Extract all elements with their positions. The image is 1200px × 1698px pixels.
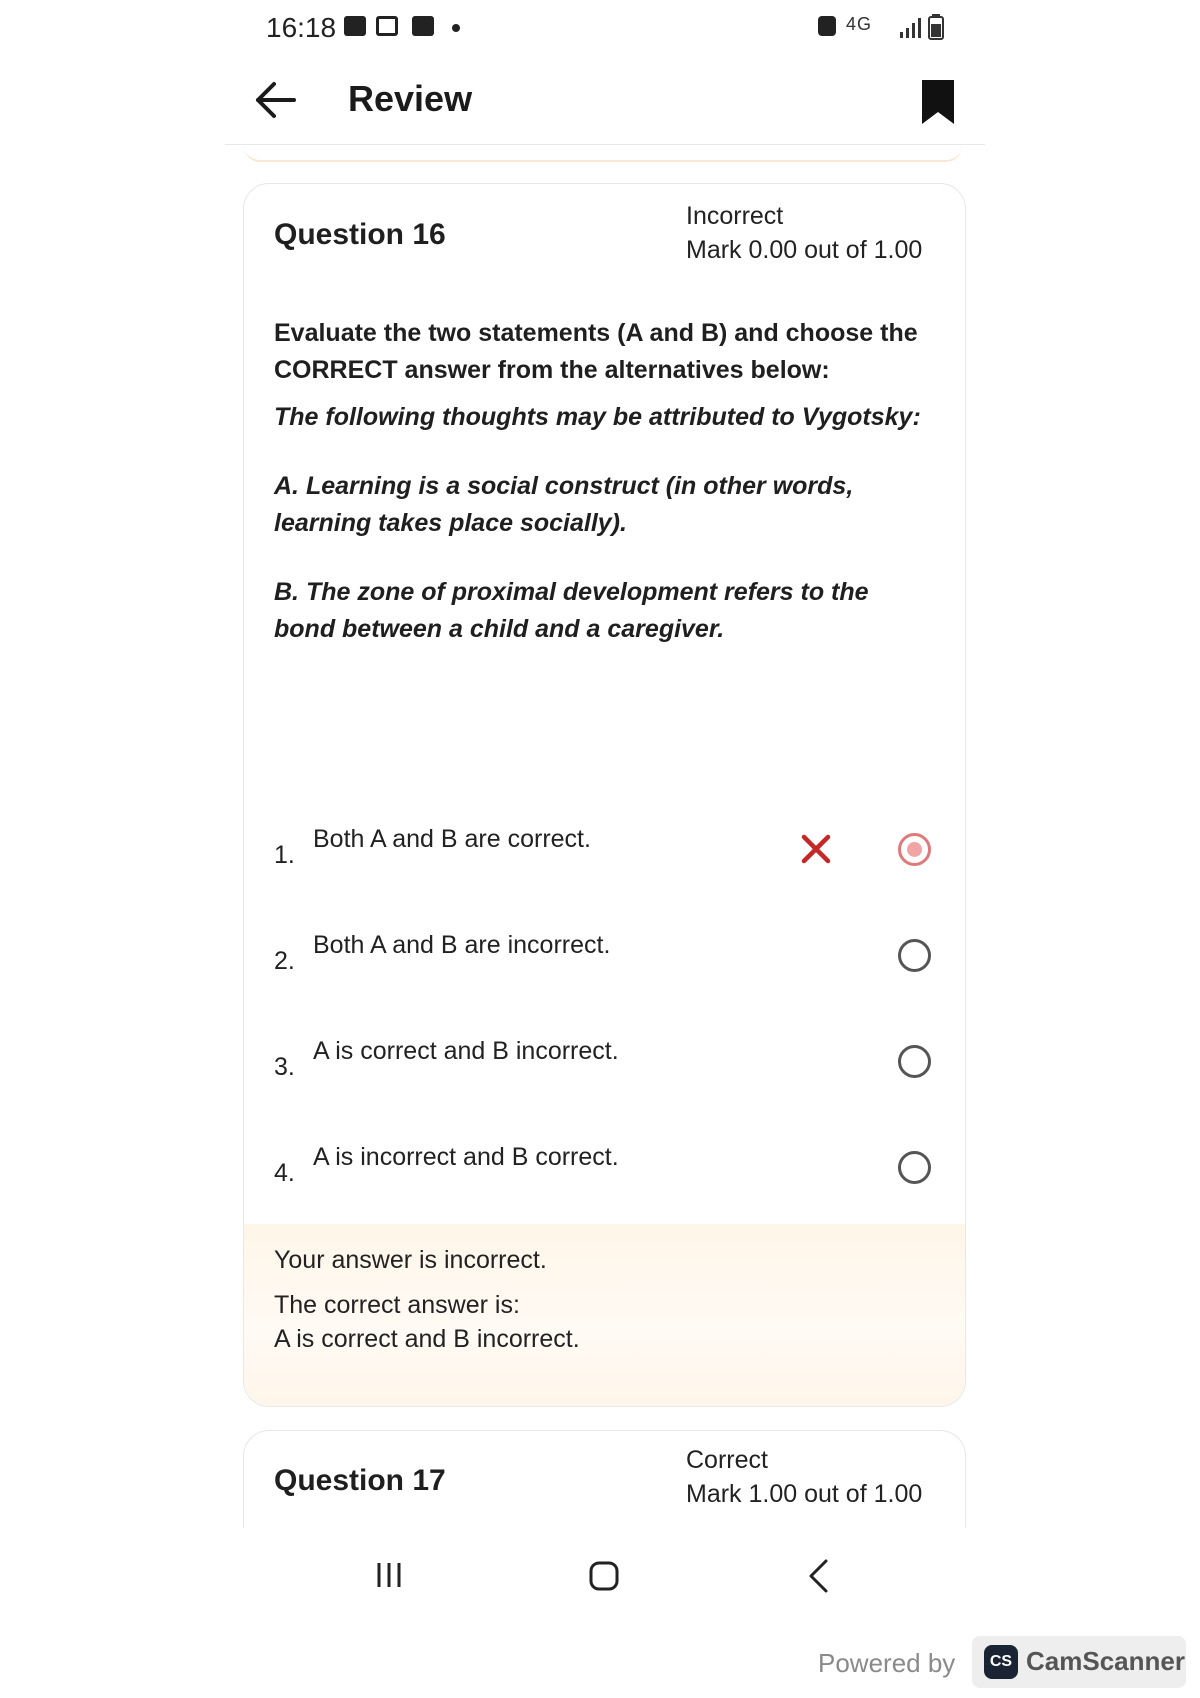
home-icon (591, 1563, 617, 1589)
arrow-left-icon (258, 84, 294, 116)
feedback-result: Your answer is incorrect. (274, 1246, 547, 1274)
question-state: Correct (686, 1446, 768, 1474)
answer-option-2[interactable] (244, 931, 965, 1011)
mail-icon (376, 16, 398, 36)
question-mark: Mark 1.00 out of 1.00 (686, 1480, 923, 1508)
app-icon (412, 16, 434, 36)
statement-b: B. The zone of proximal development refers to the bond between a child and a caregiver. (274, 578, 869, 643)
option-text: A is correct and B incorrect. (313, 1037, 619, 1065)
bookmark-button[interactable] (918, 78, 958, 126)
status-time: 16:18 (266, 12, 337, 43)
question-instruction: Evaluate the two statements (A and B) and choose the CORRECT answer from the alternatives below: (274, 319, 918, 384)
feedback-correct-answer: A is correct and B incorrect. (274, 1325, 580, 1353)
home-button[interactable] (588, 1560, 620, 1592)
back-button[interactable] (250, 74, 302, 126)
lock-icon (818, 16, 836, 36)
option-text: A is incorrect and B correct. (313, 1143, 619, 1171)
option-text: Both A and B are correct. (313, 825, 591, 853)
answer-option-3[interactable] (244, 1037, 965, 1117)
powered-by-label: Powered by (818, 1648, 956, 1678)
feedback-correct-label: The correct answer is: (274, 1291, 520, 1319)
page-title: Review (348, 78, 473, 119)
camscanner-logo-icon: CS (984, 1645, 1018, 1679)
system-back-button[interactable] (806, 1558, 830, 1594)
camscanner-badge (972, 1636, 1186, 1688)
bookmark-icon (922, 80, 954, 124)
question-state: Incorrect (686, 202, 784, 230)
network-label: 4G (846, 14, 873, 34)
question-lead: The following thoughts may be attributed to Vygotsky: (274, 403, 921, 431)
recents-icon (379, 1563, 399, 1587)
radio-unselected[interactable] (898, 939, 931, 972)
recents-button[interactable] (374, 1560, 404, 1590)
option-text: Both A and B are incorrect. (313, 931, 611, 959)
option-number: 1. (274, 841, 295, 869)
notification-dot-icon (452, 24, 460, 32)
question-mark: Mark 0.00 out of 1.00 (686, 236, 923, 264)
gallery-icon (344, 16, 366, 36)
battery-icon (928, 14, 944, 40)
header-divider (225, 144, 985, 145)
radio-unselected[interactable] (898, 1045, 931, 1078)
question-title: Question 16 (274, 218, 446, 251)
question-title: Question 17 (274, 1464, 446, 1497)
signal-icon (898, 16, 924, 38)
option-number: 4. (274, 1159, 295, 1187)
radio-selected[interactable] (898, 833, 931, 866)
option-number: 3. (274, 1053, 295, 1081)
camscanner-brand: CamScanner (1026, 1646, 1185, 1676)
answer-option-1[interactable] (244, 825, 965, 905)
incorrect-x-icon (798, 831, 834, 867)
radio-unselected[interactable] (898, 1151, 931, 1184)
feedback-panel (244, 1224, 965, 1406)
question-card-16 (243, 183, 966, 1407)
statement-a: A. Learning is a social construct (in other words, learning takes place socially). (274, 472, 854, 537)
back-icon (811, 1561, 826, 1591)
previous-question-card-edge (244, 146, 962, 162)
answer-option-4[interactable] (244, 1143, 965, 1223)
option-number: 2. (274, 947, 295, 975)
